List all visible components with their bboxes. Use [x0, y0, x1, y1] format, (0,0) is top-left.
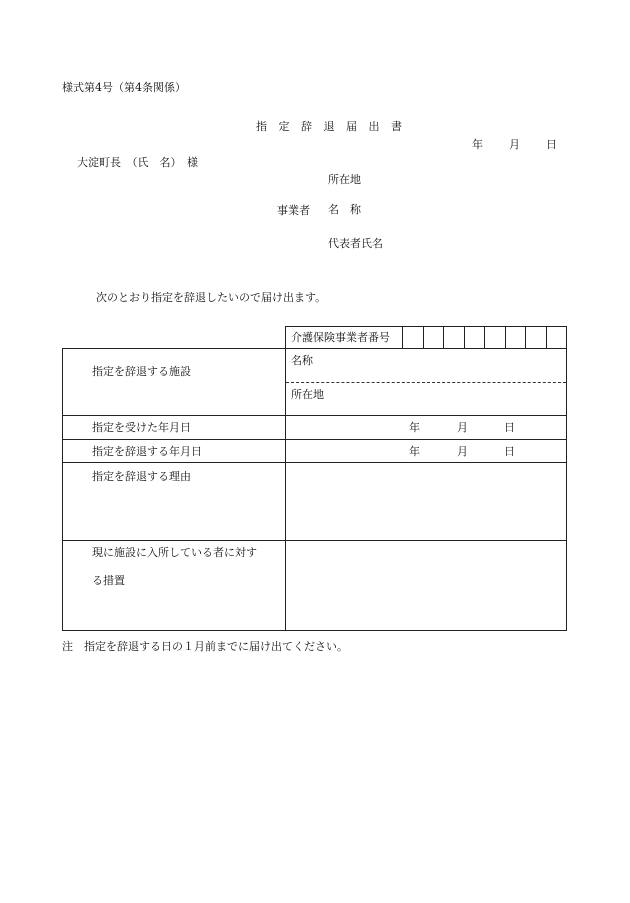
submission-date [472, 139, 557, 150]
applicant-address-label: 所在地 [328, 173, 361, 186]
measures-label-line2: る措置 [92, 574, 125, 587]
withdrawal-date-field[interactable] [286, 440, 566, 462]
date-month-label: 月 [509, 138, 520, 151]
withdrawal-date-year: 年 [409, 445, 420, 458]
facility-name-label: 名称 [291, 354, 313, 367]
applicant-name-label: 名 称 [328, 203, 361, 216]
insurance-number-label: 介護保険事業者番号 [291, 331, 390, 344]
designation-date-day: 日 [504, 421, 515, 434]
intro-text: 次のとおり指定を辞退したいので届け出ます。 [96, 291, 327, 304]
designation-date-field[interactable] [286, 416, 566, 439]
facility-label: 指定を辞退する施設 [92, 365, 191, 378]
facility-name-field[interactable] [286, 349, 566, 382]
facility-address-field[interactable] [286, 383, 566, 415]
form-number: 様式第4号（第4条関係） [62, 81, 186, 94]
measures-field[interactable] [286, 541, 566, 630]
document-title: 指 定 辞 退 届 出 書 [256, 120, 406, 133]
withdrawal-date-day: 日 [504, 445, 515, 458]
designation-date-label: 指定を受けた年月日 [92, 421, 191, 434]
withdrawal-date-label: 指定を辞退する年月日 [92, 445, 202, 458]
measures-label-line1: 現に施設に入所している者に対す [92, 546, 257, 559]
designation-date-month: 月 [457, 421, 468, 434]
designation-date-year: 年 [409, 421, 420, 434]
addressee: 大淀町長 （氏 名） 様 [77, 156, 198, 169]
business-operator-label: 事業者 [277, 204, 310, 217]
representative-name-label: 代表者氏名 [328, 237, 383, 250]
reason-label: 指定を辞退する理由 [92, 470, 191, 483]
date-year-label: 年 [472, 138, 483, 151]
withdrawal-date-month: 月 [457, 445, 468, 458]
date-day-label: 日 [546, 138, 557, 151]
reason-field[interactable] [286, 463, 566, 540]
facility-address-label: 所在地 [291, 388, 324, 401]
footnote: 注 指定を辞退する日の１月前までに届け出てください。 [62, 640, 348, 653]
